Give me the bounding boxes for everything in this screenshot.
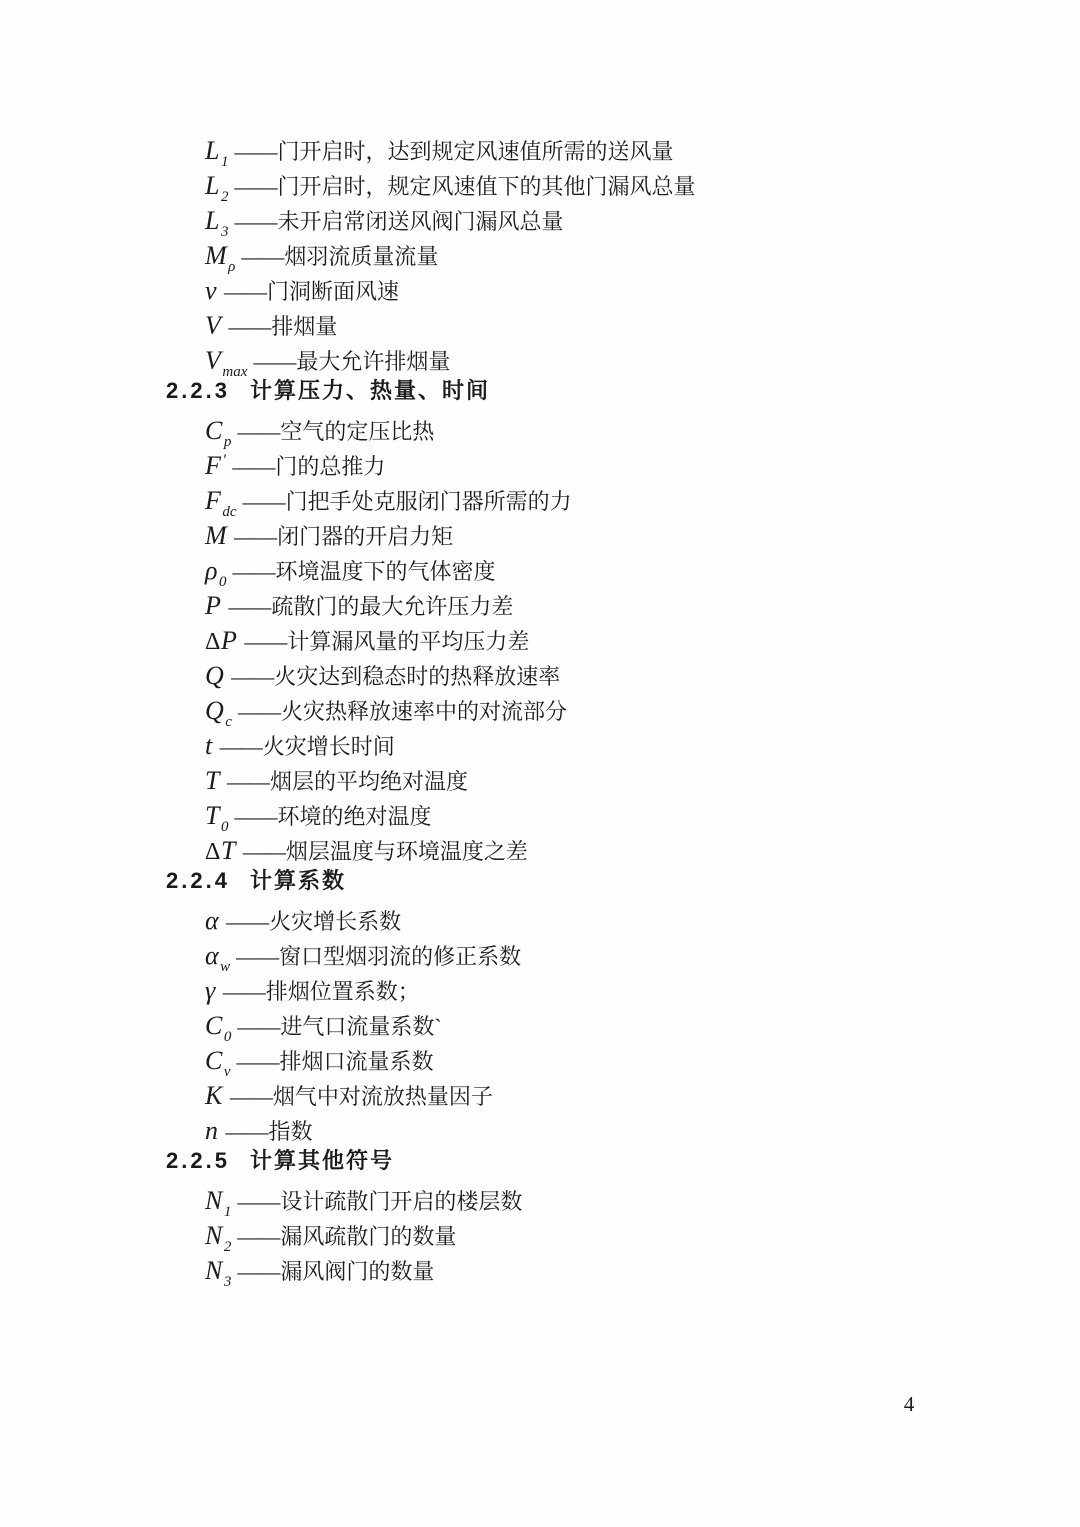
symbol-term — [205, 136, 229, 170]
symbol-description: 门开启时，规定风速值下的其他门漏风总量 — [277, 174, 696, 199]
symbol-prefix: Δ — [205, 839, 221, 865]
dash-separator: —— — [232, 454, 275, 479]
symbol-term — [205, 1186, 232, 1220]
symbol-entry — [0, 658, 1080, 690]
symbol-letter: Q — [205, 661, 225, 690]
symbol-term — [205, 1046, 232, 1080]
symbol-term — [205, 941, 231, 975]
symbol-letter: N — [205, 1256, 223, 1285]
symbol-subscript: c — [225, 714, 232, 730]
symbol-entry — [0, 938, 1080, 975]
symbol-term — [205, 521, 229, 550]
symbol-term — [205, 731, 215, 760]
symbol-term — [205, 206, 229, 240]
symbol-subscript: 1 — [220, 154, 229, 170]
symbol-description: 漏风疏散门的数量 — [280, 1224, 457, 1249]
symbol-letter: M — [205, 521, 228, 550]
symbol-letter: n — [205, 1116, 219, 1145]
symbol-term — [205, 1011, 232, 1045]
symbol-letter: L — [205, 136, 220, 165]
dash-separator: —— — [237, 1224, 280, 1249]
symbol-letter: C — [205, 416, 223, 445]
symbol-subscript: 3 — [220, 224, 229, 240]
dash-separator: —— — [234, 209, 277, 234]
symbol-entry — [0, 1078, 1080, 1110]
symbol-entry — [0, 588, 1080, 620]
symbol-description: 计算漏风量的平均压力差 — [287, 629, 530, 654]
symbol-term — [205, 906, 221, 935]
symbol-subscript: max — [222, 364, 248, 380]
symbol-description: 门把手处克服闭门器所需的力 — [285, 489, 572, 514]
symbol-letter: α — [205, 941, 220, 970]
dash-separator: —— — [236, 944, 279, 969]
dash-separator: —— — [234, 804, 277, 829]
symbol-term — [205, 451, 227, 480]
symbol-entry — [0, 1253, 1080, 1290]
symbol-entry — [0, 1008, 1080, 1045]
symbol-entry — [0, 273, 1080, 305]
symbol-description: 烟层的平均绝对温度 — [269, 769, 468, 794]
symbol-subscript: 1 — [223, 1204, 232, 1220]
symbol-superscript: ′ — [223, 452, 228, 469]
symbol-term — [205, 171, 229, 205]
section-number: 2.2.5 — [166, 1148, 230, 1173]
symbol-entry — [0, 553, 1080, 590]
symbol-letter: V — [205, 311, 222, 340]
symbol-entry — [0, 903, 1080, 935]
symbol-subscript: 2 — [223, 1239, 232, 1255]
symbol-entry — [0, 518, 1080, 550]
dash-separator: —— — [244, 629, 287, 654]
dash-separator: —— — [242, 489, 285, 514]
dash-separator: —— — [234, 174, 277, 199]
symbol-subscript: 0 — [218, 574, 227, 590]
symbol-entry — [0, 203, 1080, 240]
symbols-list — [0, 133, 1080, 1288]
symbol-term — [205, 801, 229, 835]
symbol-term — [205, 696, 233, 730]
symbol-description: 未开启常闭送风阀门漏风总量 — [277, 209, 564, 234]
symbol-subscript: v — [223, 1064, 231, 1080]
symbol-description: 火灾达到稳态时的热释放速率 — [274, 664, 561, 689]
dash-separator: —— — [224, 279, 267, 304]
symbol-subscript: 2 — [220, 189, 229, 205]
symbol-subscript: 0 — [220, 819, 229, 835]
section-heading — [0, 1148, 1080, 1172]
symbol-letter: N — [205, 1186, 223, 1215]
symbol-entry — [0, 343, 1080, 380]
symbol-letter: C — [205, 1011, 223, 1040]
symbol-entry — [0, 1183, 1080, 1220]
symbol-description: 烟层温度与环境温度之差 — [285, 839, 528, 864]
section-heading — [0, 378, 1080, 402]
symbol-entry — [0, 168, 1080, 205]
symbol-term — [205, 486, 238, 520]
symbol-letter: N — [205, 1221, 223, 1250]
symbol-subscript: 0 — [223, 1029, 232, 1045]
symbol-letter: P — [205, 591, 222, 620]
symbol-term — [205, 976, 218, 1005]
symbol-letter: M — [205, 241, 228, 270]
symbol-letter: F — [205, 486, 222, 515]
symbol-term — [205, 766, 222, 795]
symbol-entry — [0, 623, 1080, 655]
symbol-entry — [0, 1218, 1080, 1255]
symbol-entry — [0, 448, 1080, 480]
symbol-description: 窗口型烟羽流的修正系数 — [279, 944, 522, 969]
symbol-description: 门的总推力 — [275, 454, 386, 479]
symbol-entry — [0, 798, 1080, 835]
symbol-description: 门洞断面风速 — [267, 279, 400, 304]
symbol-subscript: p — [223, 434, 232, 450]
symbol-description: 门开启时，达到规定风速值所需的送风量 — [277, 139, 674, 164]
symbol-entry — [0, 238, 1080, 275]
symbol-description: 烟气中对流放热量因子 — [272, 1084, 493, 1109]
symbol-description: 火灾增长系数 — [269, 909, 402, 934]
dash-separator: —— — [228, 594, 271, 619]
symbol-description: 环境温度下的气体密度 — [275, 559, 496, 584]
symbol-letter: Q — [205, 696, 225, 725]
symbol-description: 火灾增长时间 — [262, 734, 395, 759]
dash-separator: —— — [231, 664, 274, 689]
section-heading — [0, 868, 1080, 892]
symbol-term — [205, 1081, 225, 1110]
dash-separator: —— — [237, 1259, 280, 1284]
dash-separator: —— — [228, 314, 271, 339]
symbol-letter: L — [205, 206, 220, 235]
dash-separator: —— — [241, 244, 284, 269]
symbol-subscript: w — [220, 959, 231, 975]
symbol-entry — [0, 763, 1080, 795]
symbol-letter: T — [205, 801, 220, 830]
dash-separator: —— — [226, 769, 269, 794]
symbol-entry — [0, 413, 1080, 450]
dash-separator: —— — [222, 979, 265, 1004]
section-number: 2.2.3 — [166, 378, 230, 403]
section-number: 2.2.4 — [166, 868, 230, 893]
dash-separator: —— — [234, 524, 277, 549]
symbol-description: 排烟量 — [271, 314, 338, 339]
symbol-entry — [0, 693, 1080, 730]
dash-separator: —— — [242, 839, 285, 864]
dash-separator: —— — [232, 559, 275, 584]
symbol-entry — [0, 833, 1080, 865]
symbol-letter: F — [205, 451, 222, 480]
symbol-letter: V — [205, 346, 222, 375]
symbol-letter: α — [205, 906, 220, 935]
dash-separator: —— — [234, 139, 277, 164]
symbol-letter: t — [205, 731, 213, 760]
symbol-entry — [0, 133, 1080, 170]
symbol-description: 指数 — [268, 1119, 313, 1144]
symbol-term — [205, 1116, 221, 1145]
symbol-term — [205, 1221, 232, 1255]
symbol-term — [205, 416, 232, 450]
dash-separator: —— — [237, 699, 280, 724]
symbol-subscript: 3 — [223, 1274, 232, 1290]
symbol-description: 烟羽流质量流量 — [284, 244, 439, 269]
dash-separator: —— — [253, 349, 296, 374]
symbol-term — [205, 836, 238, 865]
symbol-letter: P — [220, 626, 238, 655]
dash-separator: —— — [219, 734, 262, 759]
dash-separator: —— — [236, 1049, 279, 1074]
symbol-subscript: ρ — [228, 259, 236, 275]
symbol-entry — [0, 1043, 1080, 1080]
symbol-description: 排烟口流量系数 — [279, 1049, 434, 1074]
symbol-description: 设计疏散门开启的楼层数 — [280, 1189, 523, 1214]
dash-separator: —— — [226, 909, 269, 934]
symbol-term — [205, 346, 248, 380]
section-title: 计算系数 — [249, 868, 346, 893]
symbol-letter: γ — [205, 976, 216, 1005]
dash-separator: —— — [237, 419, 280, 444]
dash-separator: —— — [237, 1014, 280, 1039]
symbol-letter: C — [205, 1046, 223, 1075]
symbol-letter: K — [205, 1081, 223, 1110]
symbol-prefix: Δ — [205, 629, 221, 655]
symbol-letter: ρ — [205, 556, 218, 585]
symbol-description: 漏风阀门的数量 — [280, 1259, 435, 1284]
symbol-description: 进气口流量系数` — [280, 1014, 442, 1039]
section-title: 计算其他符号 — [249, 1148, 394, 1173]
symbol-entry — [0, 728, 1080, 760]
dash-separator: —— — [237, 1189, 280, 1214]
symbol-entry — [0, 308, 1080, 340]
symbol-description: 空气的定压比热 — [280, 419, 435, 444]
symbol-entry — [0, 973, 1080, 1005]
symbol-description: 最大允许排烟量 — [296, 349, 451, 374]
symbol-entry — [0, 1113, 1080, 1145]
symbol-term — [205, 276, 219, 305]
symbol-letter: v — [205, 276, 218, 305]
symbol-description: 环境的绝对温度 — [277, 804, 432, 829]
symbol-term — [205, 591, 223, 620]
symbol-letter: T — [220, 836, 236, 865]
symbol-letter: T — [205, 766, 220, 795]
symbol-letter: L — [205, 171, 220, 200]
symbol-term — [205, 556, 227, 590]
symbol-term — [205, 1256, 232, 1290]
symbol-term — [205, 311, 223, 340]
section-title: 计算压力、热量、时间 — [249, 378, 490, 403]
symbol-description: 疏散门的最大允许压力差 — [271, 594, 514, 619]
symbol-description: 排烟位置系数； — [265, 979, 420, 1004]
symbol-description: 闭门器的开启力矩 — [277, 524, 454, 549]
dash-separator: —— — [229, 1084, 272, 1109]
symbol-entry — [0, 483, 1080, 520]
dash-separator: —— — [225, 1119, 268, 1144]
page-number: 4 — [903, 1392, 915, 1416]
symbol-term — [205, 661, 226, 690]
symbol-subscript: dc — [222, 504, 237, 520]
symbol-description: 火灾热释放速率中的对流部分 — [280, 699, 567, 724]
symbol-term — [205, 241, 236, 275]
symbol-term — [205, 626, 239, 655]
